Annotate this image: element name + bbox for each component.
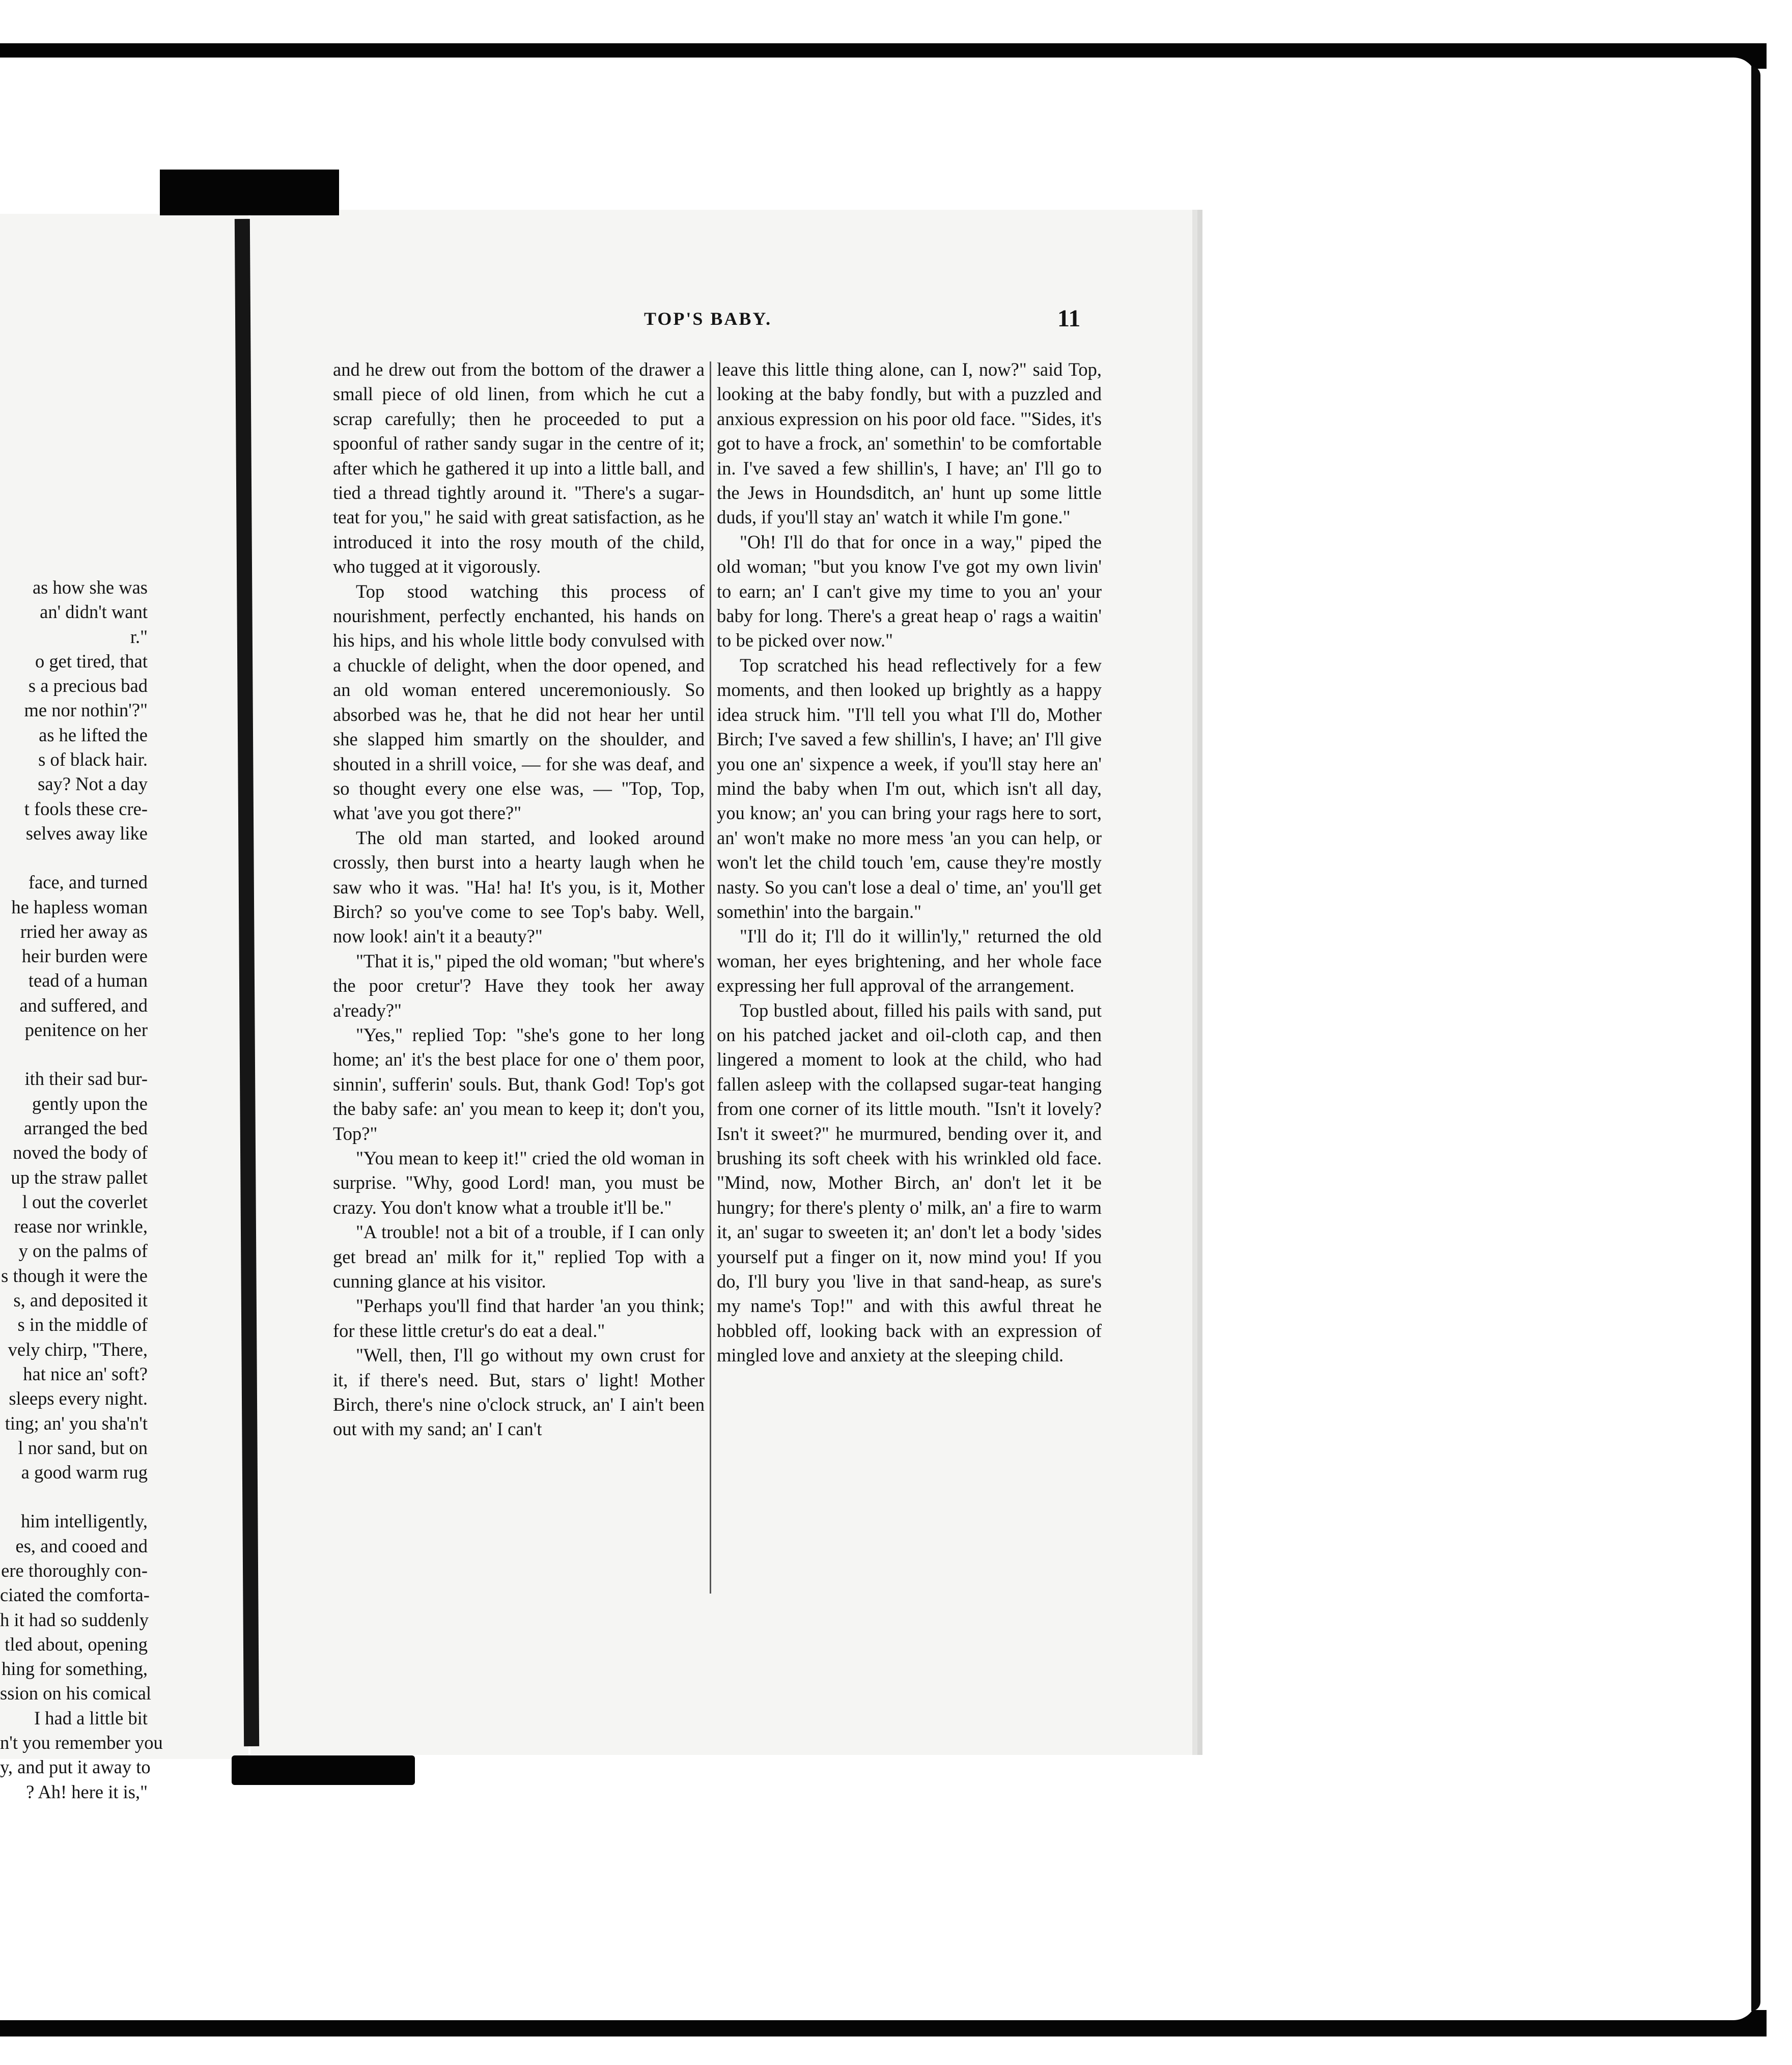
left-page-text [0,575,163,1804]
left-page-line [0,846,148,870]
left-page-line: l out the coverlet [22,1191,148,1212]
left-page-line: tead of a human [28,970,148,991]
left-page-line: gently upon the [32,1093,148,1114]
left-page-line: t fools these cre- [24,798,148,819]
text-column-right [717,357,1102,1368]
left-page-line: s though it were the [1,1265,148,1286]
top-clip-tab [160,170,339,215]
left-page-line: ? Ah! here it is," [26,1781,148,1802]
left-page-line: face, and turned [28,872,148,893]
bottom-clip-tab [232,1755,415,1785]
left-page-line: as how she was [32,577,148,598]
left-page-line: heir burden were [21,945,148,967]
left-page-line: ting; an' you sha'n't [5,1412,148,1434]
column-rule [710,361,711,1594]
left-page-line: r." [130,626,148,647]
left-page-line: rease nor wrinkle, [14,1216,148,1237]
left-page-line: h it had so suddenly [0,1609,149,1630]
left-page-line: him intelligently, [20,1511,148,1532]
paragraph: "You mean to keep it!" cried the old woman in surprise. "Why, good Lord! man, you must be crazy. You don't know what a trouble it'll be." [333,1148,705,1218]
left-page-line: selves away like [25,822,148,844]
left-page-line: y on the palms of [18,1240,148,1262]
left-page [0,214,248,1802]
left-page-line: as he lifted the [39,724,148,745]
left-page-line [0,1042,148,1067]
left-page-line: sleeps every night. [9,1388,148,1409]
left-page-line: hing for something, [2,1658,148,1680]
page-number: 11 [1057,305,1081,332]
left-page-line: an' didn't want [40,601,148,623]
left-page-line: ciated the comforta- [0,1584,150,1606]
paragraph: "Oh! I'll do that for once in a way," piped the old woman; "but you know I've got my own livin' to earn; an' I can't give my time to you an' your baby for long. There's a great heap o' rags a waitin' to be picked over now." [717,531,1102,651]
left-page-line: l nor sand, but on [18,1437,148,1458]
left-page-line: o get tired, that [35,650,148,672]
left-page-line: and suffered, and [19,994,148,1016]
paragraph: "That it is," piped the old woman; "but where's the poor cretur'? Have they took her away a'ready?" [333,950,705,1021]
text-column-left [333,357,705,1442]
left-page-line: penitence on her [24,1019,148,1041]
left-page-line: hat nice an' soft? [23,1363,148,1384]
left-page-line: noved the body of [13,1142,148,1163]
paragraph: "A trouble! not a bit of a trouble, if I can only get bread an' milk for it," replied Top with a cunning glance at his visitor. [333,1221,705,1292]
left-page-line [0,1485,148,1509]
paragraph: Top stood watching this process of nourishment, perfectly enchanted, his hands on his hips, and his whole little body convulsed with a chuckle of delight, when the door opened, and an old woman entered unceremoniously. So absorbed was he, that he did not hear her until she slapped him smartly on the shoulder, and shouted in a shrill voice, — for she was deaf, and so thought every one else was, — "Top, Top, what 'ave you got there?" [333,580,705,824]
left-page-line: ssion on his comical [0,1683,152,1704]
left-page-line: vely chirp, "There, [8,1338,148,1360]
left-page-line: arranged the bed [23,1117,148,1138]
paragraph: and he drew out from the bottom of the drawer a small piece of old linen, from which he cut a scrap carefully; then he proceeded to put a spoonful of rather sandy sugar in the centre of it; after which he gathered it up into a little ball, and tied a thread tightly around it. "There's a sugar-teat for you," he said with great satisfaction, as he introduced it into the rosy mouth of the child, who tugged at it vigorously. [333,359,705,577]
left-page-line: a good warm rug [21,1462,148,1483]
paragraph: leave this little thing alone, can I, now?" said Top, looking at the baby fondly, but with a puzzled and anxious expression on his poor old face. "'Sides, it's got to have a frock, an' somethin' to be comfortable in. I've saved a few shillin's, I have; an' I'll go to the Jews in Houndsditch, an' hunt up some little duds, if you'll stay an' watch it while I'm gone." [717,359,1102,528]
left-page-line: he hapless woman [11,896,148,917]
left-page-line: ith their sad bur- [24,1068,148,1090]
scan-border-right [1751,66,1760,2011]
paragraph: "Perhaps you'll find that harder 'an you think; for these little cretur's do eat a deal." [333,1295,705,1341]
paragraph: Top scratched his head reflectively for a few moments, and then looked up brightly as a happy idea struck him. "I'll tell you what I'll do, Mother Birch; I've saved a few shillin's, I have; an' I'll give you one an' sixpence a week, if you'll stay here an' mind the baby when I'm out, which isn't all day, you know; an' you can bring your rags here to sort, an' won't make no more mess 'an you can help, or won't let the child touch 'em, cause they're mostly nasty. So you can't lose a deal o' time, an' you'll get somethin' into the bargain." [717,654,1102,922]
paragraph: "Yes," replied Top: "she's gone to her long home; an' it's the best place for one o' them poor, sinnin', sufferin' souls. But, thank God! Top's got the baby safe: an' you mean to keep it; don't you, Top?" [333,1024,705,1144]
left-page-line: n't you remember you [0,1732,163,1753]
left-page-line: s, and deposited it [13,1290,148,1311]
paragraph: "I'll do it; I'll do it willin'ly," returned the old woman, her eyes brightening, and her whole face expressing her full approval of the arrangement. [717,926,1102,996]
left-page-line: y, and put it away to [0,1756,151,1778]
left-page-line: say? Not a day [38,773,148,795]
left-page-line: I had a little bit [34,1707,148,1728]
left-page-line: s of black hair. [38,749,148,770]
left-page-line: s a precious bad [28,675,148,696]
paragraph: Top bustled about, filled his pails with sand, put on his patched jacket and oil-cloth cap, and then lingered a moment to look at the child, who had fallen asleep with the collapsed sugar-teat hanging from one corner of its little mouth. "Isn't it lovely? Isn't it sweet?" he murmured, bending over it, and brushing its soft cheek with his wrinkled old face. "Mind, now, Mother Birch, an' don't let it be hungry; for there's plenty o' milk, an' a fire to warm it, an' sugar to sweeten it; an' don't let a body 'sides yourself put a finger on it, now mind you! If you do, I'll bury you 'live in that sand-heap, as sure's my name's Top!" and with this awful threat he hobbled off, looking back with an expression of mingled love and anxiety at the sleeping child. [717,999,1102,1366]
left-page-line: up the straw pallet [11,1166,148,1188]
paragraph: "Well, then, I'll go without my own crust for it, if there's need. But, stars o' light! Mother Birch, there's nine o'clock struck, an' I ain't been out with my sand; an' I can't [333,1345,705,1440]
left-page-line: s in the middle of [17,1314,148,1335]
left-page-line: ere thoroughly con- [1,1559,148,1581]
left-page-line: es, and cooed and [15,1535,148,1556]
running-header: TOP'S BABY. [644,309,772,329]
left-page-line: rried her away as [20,920,148,942]
left-page-line: me nor nothin'?" [24,700,148,721]
left-page-line: tled about, opening [5,1633,148,1655]
paragraph: The old man started, and looked around crossly, then burst into a hearty laugh when he saw who it was. "Ha! ha! It's you, is it, Mother Birch? so you've come to see Top's baby. Well, now look! ain't it a beauty?" [333,827,705,947]
